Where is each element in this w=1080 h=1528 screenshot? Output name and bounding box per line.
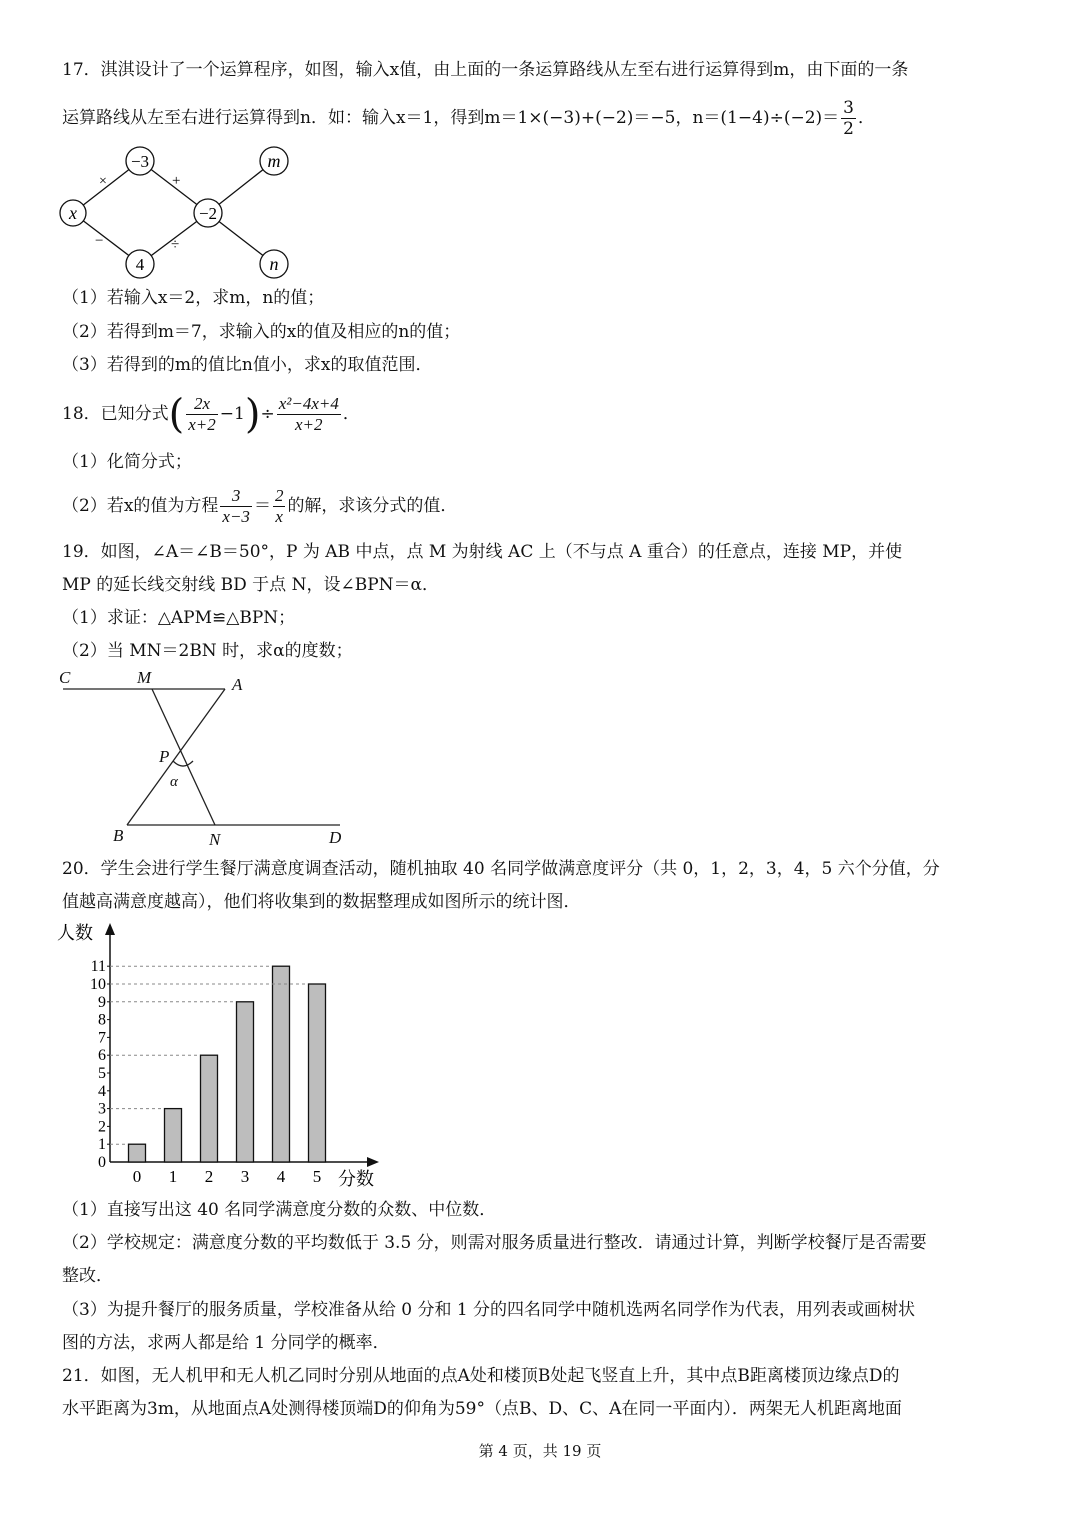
fraction-denominator: x+2: [188, 415, 216, 434]
bar-score-2: [201, 1055, 218, 1162]
q19-geometry-figure: [55, 665, 355, 850]
bar-score-0: [129, 1144, 146, 1162]
op-times-label: ×: [99, 174, 107, 189]
diagram-node-m: [260, 147, 288, 175]
label-N: N: [209, 830, 221, 849]
q17-sub3: （3）若得到的m的值比n值小，求x的取值范围．: [62, 355, 433, 375]
q18-lead: 18．已知分式: [62, 404, 169, 424]
fraction-numerator: 2: [274, 486, 284, 505]
y-axis-title: 人数: [57, 923, 93, 943]
fraction-numerator: 3: [220, 486, 252, 507]
diagram-node-minus3: [126, 147, 154, 175]
label-M: M: [137, 668, 152, 687]
bar-score-5: [309, 984, 326, 1162]
equation-right-fraction: [273, 486, 286, 527]
q18-sub2-tail: 的解，求该分式的值．: [287, 496, 458, 516]
svg-text:m: m: [267, 151, 281, 171]
svg-text:x: x: [69, 203, 77, 223]
label-alpha: α: [170, 774, 178, 790]
svg-text:−2: −2: [198, 204, 218, 223]
x-tick-label: 3: [240, 1167, 250, 1186]
left-paren: (: [168, 391, 185, 438]
q18-stem: [62, 390, 360, 438]
y-tick-label: 0: [98, 1154, 106, 1171]
label-B: B: [113, 826, 124, 845]
diagram-node-n: [260, 250, 288, 278]
right-paren: ): [244, 391, 261, 438]
divide-sign: ÷: [260, 404, 275, 424]
y-tick-label: 10: [90, 976, 106, 993]
q18-sub2: [62, 484, 457, 528]
y-axis-arrow: [105, 923, 115, 935]
y-tick-label: 1: [98, 1136, 106, 1154]
q20-sub1: （1）直接写出这 40 名同学满意度分数的众数、中位数．: [62, 1200, 497, 1220]
x-tick-label: 1: [168, 1167, 178, 1186]
q17-sub2: （2）若得到m＝7，求输入的x的值及相应的n的值；: [62, 322, 461, 342]
q17-stem-line2: [62, 98, 875, 139]
fraction-denominator: x−3: [222, 507, 250, 526]
q21-stem-line1: 21．如图，无人机甲和无人机乙同时分别从地面的点A处和楼顶B处起飞竖直上升，其中点B距离楼顶边缘点D的: [62, 1366, 900, 1386]
y-tick-label: 8: [98, 1011, 106, 1029]
minus-one: −1: [219, 404, 245, 424]
q17-stem-line1: 17．淇淇设计了一个运算程序，如图，输入x值，由上面的一条运算路线从左至右进行运算得到m，由下面的一条: [62, 60, 909, 80]
fraction-denominator: x+2: [295, 415, 323, 434]
q18-fraction-2: [277, 394, 341, 435]
fraction-denominator: 2: [843, 119, 854, 139]
y-tick-label: 5: [98, 1065, 106, 1082]
y-tick-label: 7: [98, 1029, 106, 1047]
y-tick-label: 9: [98, 993, 106, 1011]
q20-sub2-line2: 整改．: [62, 1266, 113, 1286]
q17-sub1: （1）若输入x＝2，求m，n的值；: [62, 288, 325, 308]
equals-sign: ＝: [253, 496, 271, 516]
label-D: D: [329, 828, 342, 847]
y-tick-label: 2: [98, 1118, 106, 1136]
svg-text:−3: −3: [130, 152, 150, 171]
op-minus-label: −: [95, 233, 104, 249]
y-tick-label: 6: [98, 1047, 106, 1065]
fraction-numerator: 3: [843, 98, 854, 118]
q20-sub2-line1: （2）学校规定：满意度分数的平均数低于 3.5 分，则需对服务质量进行整改．请通过计算，判断学校餐厅是否需要: [62, 1233, 927, 1253]
q20-stem-line2: 值越高满意度越高），他们将收集到的数据整理成如图所示的统计图．: [62, 892, 581, 912]
q17-example-text: 运算路线从左至右进行运算得到n．如：输入x＝1，得到m＝1×(−3)+(−2)＝−5，n＝(1−4)÷(−2)＝: [62, 108, 840, 128]
diagram-node-x: [60, 200, 86, 226]
q17-operation-diagram: [55, 145, 305, 280]
label-A: A: [232, 675, 243, 694]
q19-sub2: （2）当 MN＝2BN 时，求α的度数；: [62, 641, 353, 661]
diagram-node-4: [126, 250, 154, 278]
page-footer: 第 4 页，共 19 页: [478, 1442, 602, 1460]
fraction-denominator: x: [275, 507, 283, 526]
y-tick-label: 4: [98, 1082, 106, 1100]
op-divide-label: ÷: [171, 237, 180, 253]
bar-score-4: [273, 966, 290, 1162]
q17-example-fraction: [841, 98, 856, 139]
period: ．: [857, 108, 875, 128]
q18-sub1: （1）化简分式；: [62, 452, 192, 472]
q20-stem-line1: 20．学生会进行学生餐厅满意度调查活动，随机抽取 40 名同学做满意度评分（共 0，1，2，3，4，5 六个分值，分: [62, 859, 940, 879]
q20-sub3-line2: 图的方法，求两人都是给 1 分同学的概率．: [62, 1333, 390, 1353]
fraction-numerator: 2x: [186, 394, 218, 415]
label-C: C: [59, 668, 71, 687]
q19-stem-line2: MP 的延长线交射线 BD 于点 N，设∠BPN＝α．: [62, 575, 439, 595]
period: ．: [342, 404, 360, 424]
q18-fraction-1: [186, 394, 218, 435]
q19-sub1: （1）求证：△APM≌△BPN；: [62, 608, 296, 628]
svg-text:4: 4: [135, 255, 145, 274]
q20-sub3-line1: （3）为提升餐厅的服务质量，学校准备从给 0 分和 1 分的四名同学中随机选两名同学作为代表，用列表或画树状: [62, 1300, 916, 1320]
x-tick-label: 0: [132, 1167, 142, 1186]
svg-text:n: n: [269, 254, 279, 274]
op-plus-label: +: [172, 173, 181, 189]
satisfaction-bar-chart: [55, 915, 395, 1190]
fraction-numerator: x²−4x+4: [278, 394, 339, 413]
q18-sub2-text: （2）若x的值为方程: [62, 496, 219, 516]
diagram-node-minus2: [194, 199, 222, 227]
bar-score-3: [237, 1002, 254, 1162]
x-axis-title: 分数: [338, 1169, 374, 1189]
y-tick-label: 11: [90, 958, 106, 976]
x-tick-label: 2: [204, 1167, 214, 1186]
q21-stem-line2: 水平距离为3m，从地面点A处测得楼顶端D的仰角为59°（点B、D、C、A在同一平面内）．两架无人机距离地面: [62, 1399, 902, 1419]
y-tick-label: 3: [98, 1100, 106, 1118]
equation-left-fraction: [220, 486, 252, 527]
bar-score-1: [165, 1109, 182, 1162]
label-P: P: [159, 747, 170, 766]
x-tick-label: 4: [276, 1167, 286, 1186]
x-tick-label: 5: [312, 1167, 322, 1186]
x-axis-arrow: [367, 1157, 379, 1167]
q19-stem-line1: 19．如图，∠A＝∠B＝50°，P 为 AB 中点，点 M 为射线 AC 上（不与点 A 重合）的任意点，连接 MP，并使: [62, 542, 903, 562]
